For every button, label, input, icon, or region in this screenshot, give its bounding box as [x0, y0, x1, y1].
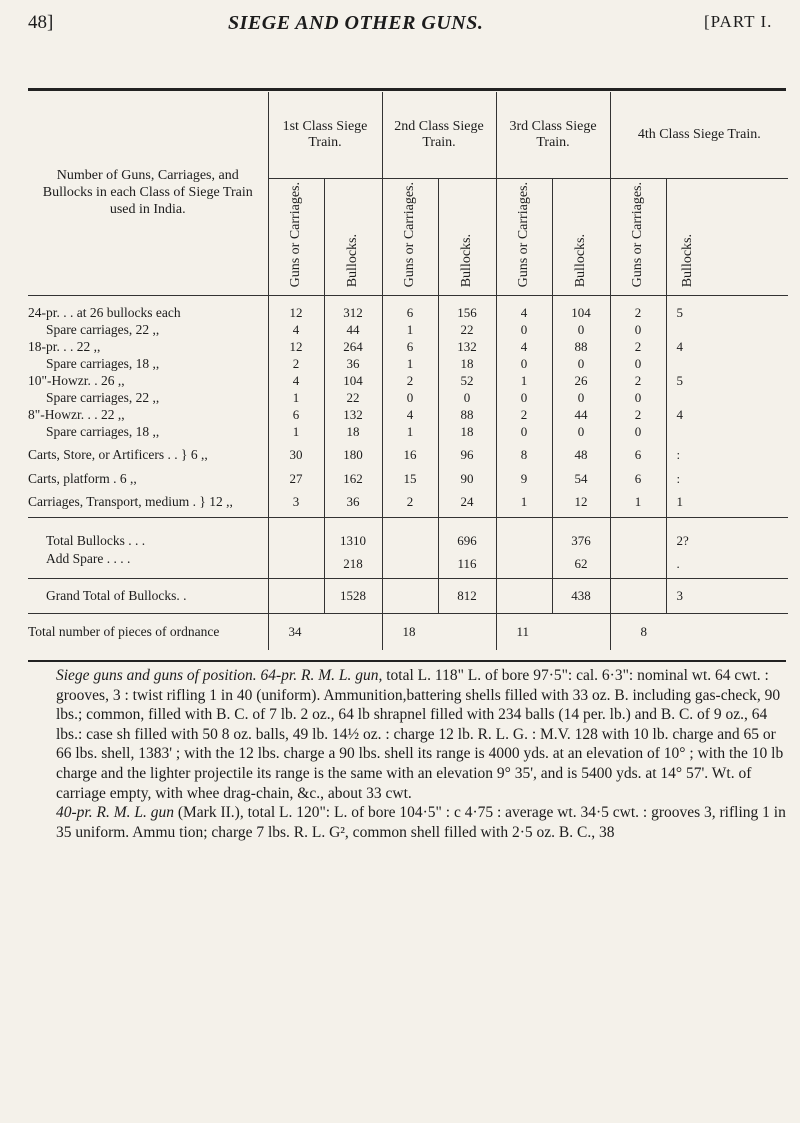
table-cell: 54	[552, 470, 610, 487]
table-cell: 1	[268, 423, 324, 440]
paragraph-text: total L. 118" L. of bore 97·5": cal. 6·3": nominal wt. 64 cwt. : grooves, 3 : twist rifling 1 in 40 (uniform). Ammunition,battering shells filled with 33 oz. B. including gas-check, 90 lbs.; common, filled with B. C. of 7 lb. 2 oz., 64 lb shrapnel filled with 234 balls (14 per. lb.) and B. C. of 9 oz., 64 lbs.: case sh filled with 50 8 oz. balls, 49 lb. 14½ oz. : charge 12 lb. R. L. G. : M.V. 128 with 10 lb. charge and 65 or 66 lbs. shell, 1383' ; with the 12 lbs. charge a 90 lbs. shell its range is 4000 yds. at an elevation of 10° ; with the 10 lb charge and the lighter projectile its range is the same with an elevation 9° 35', and is 5400 yds. at 14° 57'. Wt. of carriage empty, with whee drag-chain, &c., about 33 cwt.	[56, 667, 784, 802]
table-bottom-rule	[28, 660, 786, 662]
class-3-header: 3rd Class Siege Train.	[496, 92, 610, 179]
gun-designation: 40-pr. R. M. L. gun	[56, 804, 174, 822]
part-label: [PART I.	[704, 12, 773, 31]
table-cell	[382, 518, 438, 551]
table-cell: 2	[610, 296, 666, 322]
table-cell: 4	[268, 372, 324, 389]
table-cell: 22	[438, 321, 496, 338]
table-cell: 0	[610, 321, 666, 338]
running-header	[28, 6, 778, 40]
table-cell: 3	[666, 579, 788, 614]
table-cell: 18	[438, 355, 496, 372]
table-cell: 11	[496, 614, 610, 651]
table-cell: 312	[324, 296, 382, 322]
table-cell: 8	[610, 614, 788, 651]
table-cell: 4	[496, 338, 552, 355]
table-cell: 0	[552, 321, 610, 338]
table-cell: 156	[438, 296, 496, 322]
table-cell: 0	[552, 389, 610, 406]
table-cell: 0	[552, 355, 610, 372]
table-row-label: 8"-Howzr. . . 22 ,,	[28, 406, 125, 422]
table-cell: 104	[552, 296, 610, 322]
table-cell: 1310	[324, 518, 382, 551]
table-cell: 6	[382, 338, 438, 355]
table-cell: 26	[552, 372, 610, 389]
table-row-label: Spare carriages, 18 ,,	[46, 423, 160, 439]
table-cell: 4	[666, 338, 788, 355]
table-cell: 48	[552, 440, 610, 470]
table-cell: 4	[496, 296, 552, 322]
table-cell: 180	[324, 440, 382, 470]
table-cell: 16	[382, 440, 438, 470]
running-title: SIEGE AND OTHER GUNS.	[228, 12, 484, 34]
sub-header-guns: Guns or Carriages.	[287, 181, 303, 287]
table-cell: 9	[496, 470, 552, 487]
total-bullocks-label: Total Bullocks . . .	[28, 518, 268, 551]
table-cell: 0	[438, 389, 496, 406]
table-cell: 0	[610, 423, 666, 440]
section-heading: Siege guns and guns of position.	[56, 667, 257, 684]
table-cell: 3	[268, 487, 324, 518]
table-cell: 2	[382, 372, 438, 389]
table-cell	[382, 579, 438, 614]
paragraph-64pr	[56, 666, 786, 803]
class-1-header: 1st Class Siege Train.	[268, 92, 382, 179]
class-2-header: 2nd Class Siege Train.	[382, 92, 496, 179]
table-cell	[666, 321, 788, 338]
table-cell: 1	[496, 372, 552, 389]
table-cell: 2	[610, 338, 666, 355]
table-cell: 36	[324, 487, 382, 518]
table-cell: 6	[610, 470, 666, 487]
table-cell: 18	[438, 423, 496, 440]
table-cell: 88	[438, 406, 496, 423]
table-row-label: Carts, platform . 6 ,,	[28, 470, 137, 486]
table-cell: 36	[324, 355, 382, 372]
table-cell: 6	[382, 296, 438, 322]
table-cell: 52	[438, 372, 496, 389]
table-cell	[610, 518, 666, 551]
sub-header-guns: Guns or Carriages.	[401, 181, 417, 287]
table-cell: 0	[552, 423, 610, 440]
table-cell: 2	[610, 372, 666, 389]
table-cell: 5	[666, 372, 788, 389]
table-cell: 2?	[666, 518, 788, 551]
sub-header-guns: Guns or Carriages.	[515, 181, 531, 287]
table-cell: 0	[610, 355, 666, 372]
class-4-header: 4th Class Siege Train.	[610, 92, 788, 179]
table-cell: 264	[324, 338, 382, 355]
table-cell: 132	[438, 338, 496, 355]
table-cell: 12	[552, 487, 610, 518]
table-cell	[268, 550, 324, 579]
table-cell: 438	[552, 579, 610, 614]
table-cell: 218	[324, 550, 382, 579]
table-cell	[268, 518, 324, 551]
table-cell	[666, 389, 788, 406]
grand-total-label: Grand Total of Bullocks. .	[28, 579, 268, 614]
table-cell	[610, 550, 666, 579]
gun-designation: 64-pr. R. M. L. gun,	[260, 667, 383, 684]
table-cell: 6	[610, 440, 666, 470]
table-row-label: Carts, Store, or Artificers . . } 6 ,,	[28, 447, 208, 462]
table-row-label: Spare carriages, 22 ,,	[46, 321, 160, 337]
table-cell: 812	[438, 579, 496, 614]
siege-train-table	[28, 92, 788, 650]
table-cell: 1	[268, 389, 324, 406]
table-cell: 4	[382, 406, 438, 423]
table-cell: 27	[268, 470, 324, 487]
table-cell: 0	[496, 423, 552, 440]
table-cell: .	[666, 550, 788, 579]
paragraph-40pr	[56, 803, 786, 842]
table-cell: 4	[268, 321, 324, 338]
table-cell: 1	[382, 355, 438, 372]
table-cell: 24	[438, 487, 496, 518]
page-number: 48]	[28, 12, 54, 33]
table-cell: 0	[610, 389, 666, 406]
table-cell: 30	[268, 440, 324, 470]
table-cell	[382, 550, 438, 579]
table-cell: 132	[324, 406, 382, 423]
table-cell: 1528	[324, 579, 382, 614]
table-row-label: Spare carriages, 22 ,,	[46, 389, 160, 405]
table-cell	[268, 579, 324, 614]
table-cell: 376	[552, 518, 610, 551]
table-cell	[496, 518, 552, 551]
row-header: Number of Guns, Carriages, and Bullocks in each Class of Siege Train used in India.	[42, 168, 253, 217]
table-cell: 18	[382, 614, 496, 651]
table-cell: :	[666, 440, 788, 470]
table-cell: 12	[268, 338, 324, 355]
sub-header-bullocks: Bullocks.	[572, 233, 588, 287]
table-cell: 22	[324, 389, 382, 406]
table-row-label: 18-pr. . . 22 ,,	[28, 338, 101, 354]
table-cell: 1	[666, 487, 788, 518]
table-cell: 116	[438, 550, 496, 579]
table-cell: 5	[666, 296, 788, 322]
table-cell: 44	[552, 406, 610, 423]
table-cell: 0	[382, 389, 438, 406]
table-cell: 1	[610, 487, 666, 518]
table-row-label: Spare carriages, 18 ,,	[46, 355, 160, 371]
table-cell: 1	[382, 321, 438, 338]
table-cell: 2	[496, 406, 552, 423]
total-pieces-label: Total number of pieces of ordnance	[28, 614, 268, 651]
table-cell: 4	[666, 406, 788, 423]
table-cell	[666, 423, 788, 440]
table-cell: 1	[382, 423, 438, 440]
table-cell: 15	[382, 470, 438, 487]
table-cell: 96	[438, 440, 496, 470]
table-cell: 6	[268, 406, 324, 423]
table-row-label: 24-pr. . . at 26 bullocks each	[28, 296, 268, 322]
sub-header-bullocks: Bullocks.	[344, 233, 360, 287]
table-cell: 162	[324, 470, 382, 487]
table-row-label: Carriages, Transport, medium . } 12 ,,	[28, 494, 233, 509]
table-cell: 0	[496, 355, 552, 372]
table-cell	[666, 355, 788, 372]
table-top-rule	[28, 88, 786, 91]
sub-header-guns: Guns or Carriages.	[629, 181, 645, 287]
table-cell	[496, 579, 552, 614]
sub-header-bullocks: Bullocks.	[458, 233, 474, 287]
table-cell: 2	[382, 487, 438, 518]
table-cell: 90	[438, 470, 496, 487]
table-cell: 696	[438, 518, 496, 551]
table-cell: 18	[324, 423, 382, 440]
body-text	[56, 666, 786, 842]
add-spare-label: Add Spare . . . .	[46, 551, 131, 566]
table-cell: 8	[496, 440, 552, 470]
table-cell: 0	[496, 321, 552, 338]
paragraph-text: (Mark II.), total L. 120": L. of bore 104·5" : c 4·75 : average wt. 34·5 cwt. : grooves 3, rifling 1 in 35 uniform. Ammu tion; charge 7 lbs. R. L. G², common shell filled with 2·5 oz. B. C., 38	[56, 804, 786, 841]
table-cell: :	[666, 470, 788, 487]
sub-header-bullocks: Bullocks.	[679, 233, 695, 287]
table-cell	[496, 550, 552, 579]
table-cell: 1	[496, 487, 552, 518]
table-cell: 62	[552, 550, 610, 579]
table-cell: 2	[268, 355, 324, 372]
table-cell: 104	[324, 372, 382, 389]
table-row-label: 10"-Howzr. . 26 ,,	[28, 372, 125, 388]
table-cell: 12	[268, 296, 324, 322]
table-cell: 0	[496, 389, 552, 406]
table-cell: 44	[324, 321, 382, 338]
table-cell	[610, 579, 666, 614]
table-cell: 34	[268, 614, 382, 651]
table-cell: 2	[610, 406, 666, 423]
table-cell: 88	[552, 338, 610, 355]
